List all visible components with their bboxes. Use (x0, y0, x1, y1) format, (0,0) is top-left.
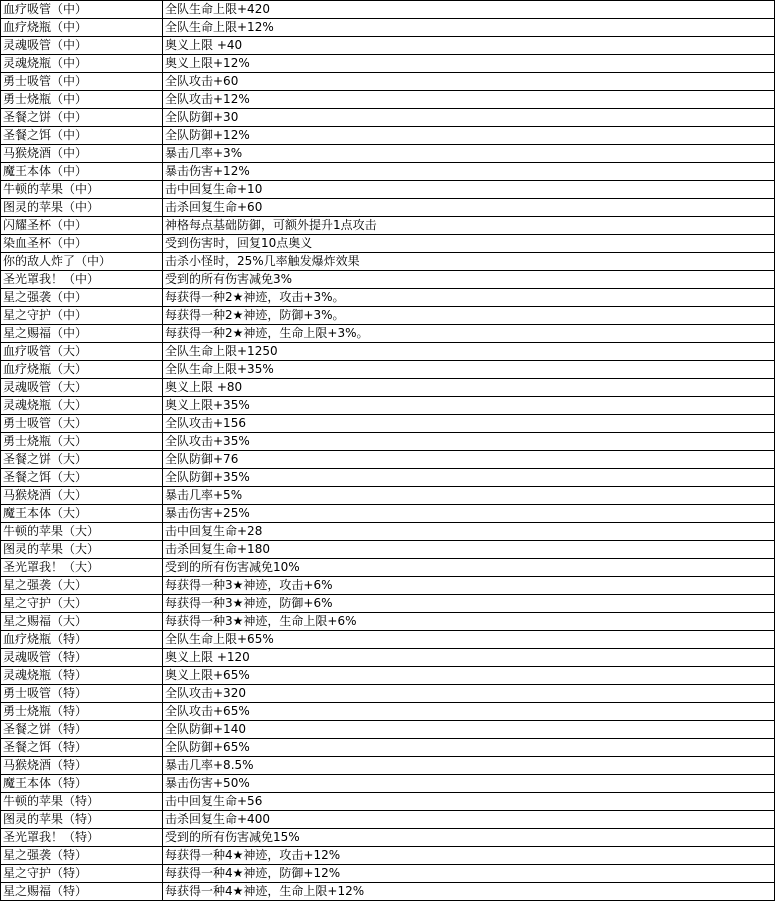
item-effect-cell: 暴击伤害+12% (163, 163, 775, 181)
item-name-cell: 圣光罩我！（大） (1, 559, 163, 577)
table-row (1, 325, 775, 343)
table-row (1, 253, 775, 271)
table-row (1, 757, 775, 775)
table-row (1, 811, 775, 829)
table-row (1, 109, 775, 127)
item-name-cell: 灵魂烧瓶（特） (1, 667, 163, 685)
table-row (1, 37, 775, 55)
item-effect-cell: 每获得一种3★神迹，防御+6% (163, 595, 775, 613)
table-row (1, 523, 775, 541)
item-effect-cell: 全队生命上限+1250 (163, 343, 775, 361)
item-name-cell: 星之守护（特） (1, 865, 163, 883)
item-effect-cell: 奥义上限+12% (163, 55, 775, 73)
item-name-cell: 灵魂吸管（中） (1, 37, 163, 55)
item-effect-cell: 每获得一种3★神迹，攻击+6% (163, 577, 775, 595)
item-name-cell: 勇士烧瓶（特） (1, 703, 163, 721)
table-row (1, 19, 775, 37)
item-name-cell: 灵魂吸管（大） (1, 379, 163, 397)
item-name-cell: 灵魂烧瓶（大） (1, 397, 163, 415)
item-name-cell: 星之守护（中） (1, 307, 163, 325)
item-effect-cell: 击杀回复生命+60 (163, 199, 775, 217)
item-name-cell: 勇士吸管（特） (1, 685, 163, 703)
item-effect-cell: 奥义上限 +40 (163, 37, 775, 55)
item-effect-cell: 每获得一种2★神迹，生命上限+3%。 (163, 325, 775, 343)
item-effect-cell: 全队攻击+156 (163, 415, 775, 433)
table-row (1, 739, 775, 757)
item-name-cell: 血疗烧瓶（中） (1, 19, 163, 37)
item-effect-cell: 全队攻击+35% (163, 433, 775, 451)
item-effect-cell: 全队生命上限+65% (163, 631, 775, 649)
item-name-cell: 牛顿的苹果（大） (1, 523, 163, 541)
table-row (1, 487, 775, 505)
table-row (1, 703, 775, 721)
table-row (1, 73, 775, 91)
table-row (1, 343, 775, 361)
item-name-cell: 星之赐福（大） (1, 613, 163, 631)
table-row (1, 847, 775, 865)
table-row (1, 883, 775, 901)
table-row (1, 415, 775, 433)
table-row (1, 127, 775, 145)
table-row (1, 217, 775, 235)
item-name-cell: 圣餐之饵（中） (1, 127, 163, 145)
table-row (1, 181, 775, 199)
item-effect-cell: 每获得一种3★神迹，生命上限+6% (163, 613, 775, 631)
item-effect-cell: 全队生命上限+12% (163, 19, 775, 37)
table-row (1, 469, 775, 487)
item-name-cell: 圣光罩我！（中） (1, 271, 163, 289)
item-name-cell: 图灵的苹果（特） (1, 811, 163, 829)
table-row (1, 667, 775, 685)
item-name-cell: 星之赐福（中） (1, 325, 163, 343)
item-effect-cell: 全队防御+65% (163, 739, 775, 757)
item-name-cell: 圣餐之饼（中） (1, 109, 163, 127)
item-name-cell: 星之强袭（中） (1, 289, 163, 307)
item-name-cell: 魔王本体（特） (1, 775, 163, 793)
table-row (1, 505, 775, 523)
item-name-cell: 血疗烧瓶（特） (1, 631, 163, 649)
item-name-cell: 血疗吸管（中） (1, 1, 163, 19)
item-effect-cell: 击杀回复生命+400 (163, 811, 775, 829)
item-effect-cell: 奥义上限 +120 (163, 649, 775, 667)
item-effect-cell: 击中回复生命+56 (163, 793, 775, 811)
item-name-cell: 你的敌人炸了（中） (1, 253, 163, 271)
item-effect-cell: 暴击伤害+25% (163, 505, 775, 523)
item-effect-cell: 全队攻击+320 (163, 685, 775, 703)
item-effect-cell: 击中回复生命+10 (163, 181, 775, 199)
item-effect-cell: 全队防御+12% (163, 127, 775, 145)
table-row (1, 541, 775, 559)
item-name-cell: 血疗烧瓶（大） (1, 361, 163, 379)
table-row (1, 793, 775, 811)
item-effect-cell: 全队生命上限+35% (163, 361, 775, 379)
item-effects-body (1, 1, 775, 901)
item-name-cell: 马猴烧酒（大） (1, 487, 163, 505)
item-effect-cell: 每获得一种2★神迹，攻击+3%。 (163, 289, 775, 307)
item-name-cell: 星之守护（大） (1, 595, 163, 613)
item-effect-cell: 每获得一种4★神迹，攻击+12% (163, 847, 775, 865)
table-row (1, 631, 775, 649)
item-effect-cell: 暴击几率+5% (163, 487, 775, 505)
item-effect-cell: 暴击几率+3% (163, 145, 775, 163)
table-row (1, 145, 775, 163)
table-row (1, 307, 775, 325)
item-name-cell: 圣餐之饼（特） (1, 721, 163, 739)
item-effect-cell: 受到伤害时，回复10点奥义 (163, 235, 775, 253)
item-effect-cell: 全队攻击+12% (163, 91, 775, 109)
item-effect-cell: 暴击伤害+50% (163, 775, 775, 793)
item-effect-cell: 奥义上限+35% (163, 397, 775, 415)
item-name-cell: 染血圣杯（中） (1, 235, 163, 253)
table-row (1, 289, 775, 307)
item-effect-cell: 全队防御+76 (163, 451, 775, 469)
item-name-cell: 闪耀圣杯（中） (1, 217, 163, 235)
item-name-cell: 牛顿的苹果（中） (1, 181, 163, 199)
item-name-cell: 灵魂吸管（特） (1, 649, 163, 667)
item-name-cell: 图灵的苹果（中） (1, 199, 163, 217)
item-name-cell: 马猴烧酒（特） (1, 757, 163, 775)
table-row (1, 163, 775, 181)
table-row (1, 577, 775, 595)
table-row (1, 91, 775, 109)
table-row (1, 397, 775, 415)
item-effect-cell: 受到的所有伤害减免3% (163, 271, 775, 289)
item-effect-cell: 奥义上限 +80 (163, 379, 775, 397)
table-row (1, 379, 775, 397)
item-name-cell: 勇士吸管（中） (1, 73, 163, 91)
item-effect-cell: 全队生命上限+420 (163, 1, 775, 19)
item-effect-cell: 每获得一种4★神迹，防御+12% (163, 865, 775, 883)
item-effect-cell: 全队攻击+65% (163, 703, 775, 721)
table-row (1, 1, 775, 19)
table-row (1, 649, 775, 667)
item-name-cell: 勇士吸管（大） (1, 415, 163, 433)
table-row (1, 685, 775, 703)
item-name-cell: 圣餐之饵（大） (1, 469, 163, 487)
table-row (1, 775, 775, 793)
table-row (1, 829, 775, 847)
item-name-cell: 星之赐福（特） (1, 883, 163, 901)
table-row (1, 613, 775, 631)
table-row (1, 433, 775, 451)
item-effect-cell: 奥义上限+65% (163, 667, 775, 685)
item-name-cell: 勇士烧瓶（中） (1, 91, 163, 109)
item-name-cell: 星之强袭（大） (1, 577, 163, 595)
table-row (1, 271, 775, 289)
table-row (1, 199, 775, 217)
item-effect-cell: 受到的所有伤害减免10% (163, 559, 775, 577)
table-row (1, 595, 775, 613)
item-effect-cell: 全队防御+30 (163, 109, 775, 127)
item-effect-cell: 全队攻击+60 (163, 73, 775, 91)
item-name-cell: 勇士烧瓶（大） (1, 433, 163, 451)
table-row (1, 361, 775, 379)
table-row (1, 55, 775, 73)
item-effect-cell: 全队防御+35% (163, 469, 775, 487)
item-name-cell: 血疗吸管（大） (1, 343, 163, 361)
item-name-cell: 图灵的苹果（大） (1, 541, 163, 559)
item-effect-cell: 击杀小怪时，25%几率触发爆炸效果 (163, 253, 775, 271)
table-row (1, 721, 775, 739)
item-name-cell: 星之强袭（特） (1, 847, 163, 865)
item-name-cell: 圣餐之饼（大） (1, 451, 163, 469)
item-effect-cell: 击中回复生命+28 (163, 523, 775, 541)
item-name-cell: 牛顿的苹果（特） (1, 793, 163, 811)
item-effect-cell: 神格每点基础防御，可额外提升1点攻击 (163, 217, 775, 235)
item-name-cell: 圣光罩我！（特） (1, 829, 163, 847)
item-name-cell: 魔王本体（大） (1, 505, 163, 523)
item-effect-cell: 每获得一种4★神迹，生命上限+12% (163, 883, 775, 901)
item-effect-cell: 暴击几率+8.5% (163, 757, 775, 775)
item-effect-cell: 受到的所有伤害减免15% (163, 829, 775, 847)
table-row (1, 451, 775, 469)
table-row (1, 559, 775, 577)
table-row (1, 235, 775, 253)
item-effect-cell: 每获得一种2★神迹，防御+3%。 (163, 307, 775, 325)
table-row (1, 865, 775, 883)
item-effect-cell: 击杀回复生命+180 (163, 541, 775, 559)
item-name-cell: 圣餐之饵（特） (1, 739, 163, 757)
item-name-cell: 魔王本体（中） (1, 163, 163, 181)
item-name-cell: 马猴烧酒（中） (1, 145, 163, 163)
item-effect-cell: 全队防御+140 (163, 721, 775, 739)
item-name-cell: 灵魂烧瓶（中） (1, 55, 163, 73)
